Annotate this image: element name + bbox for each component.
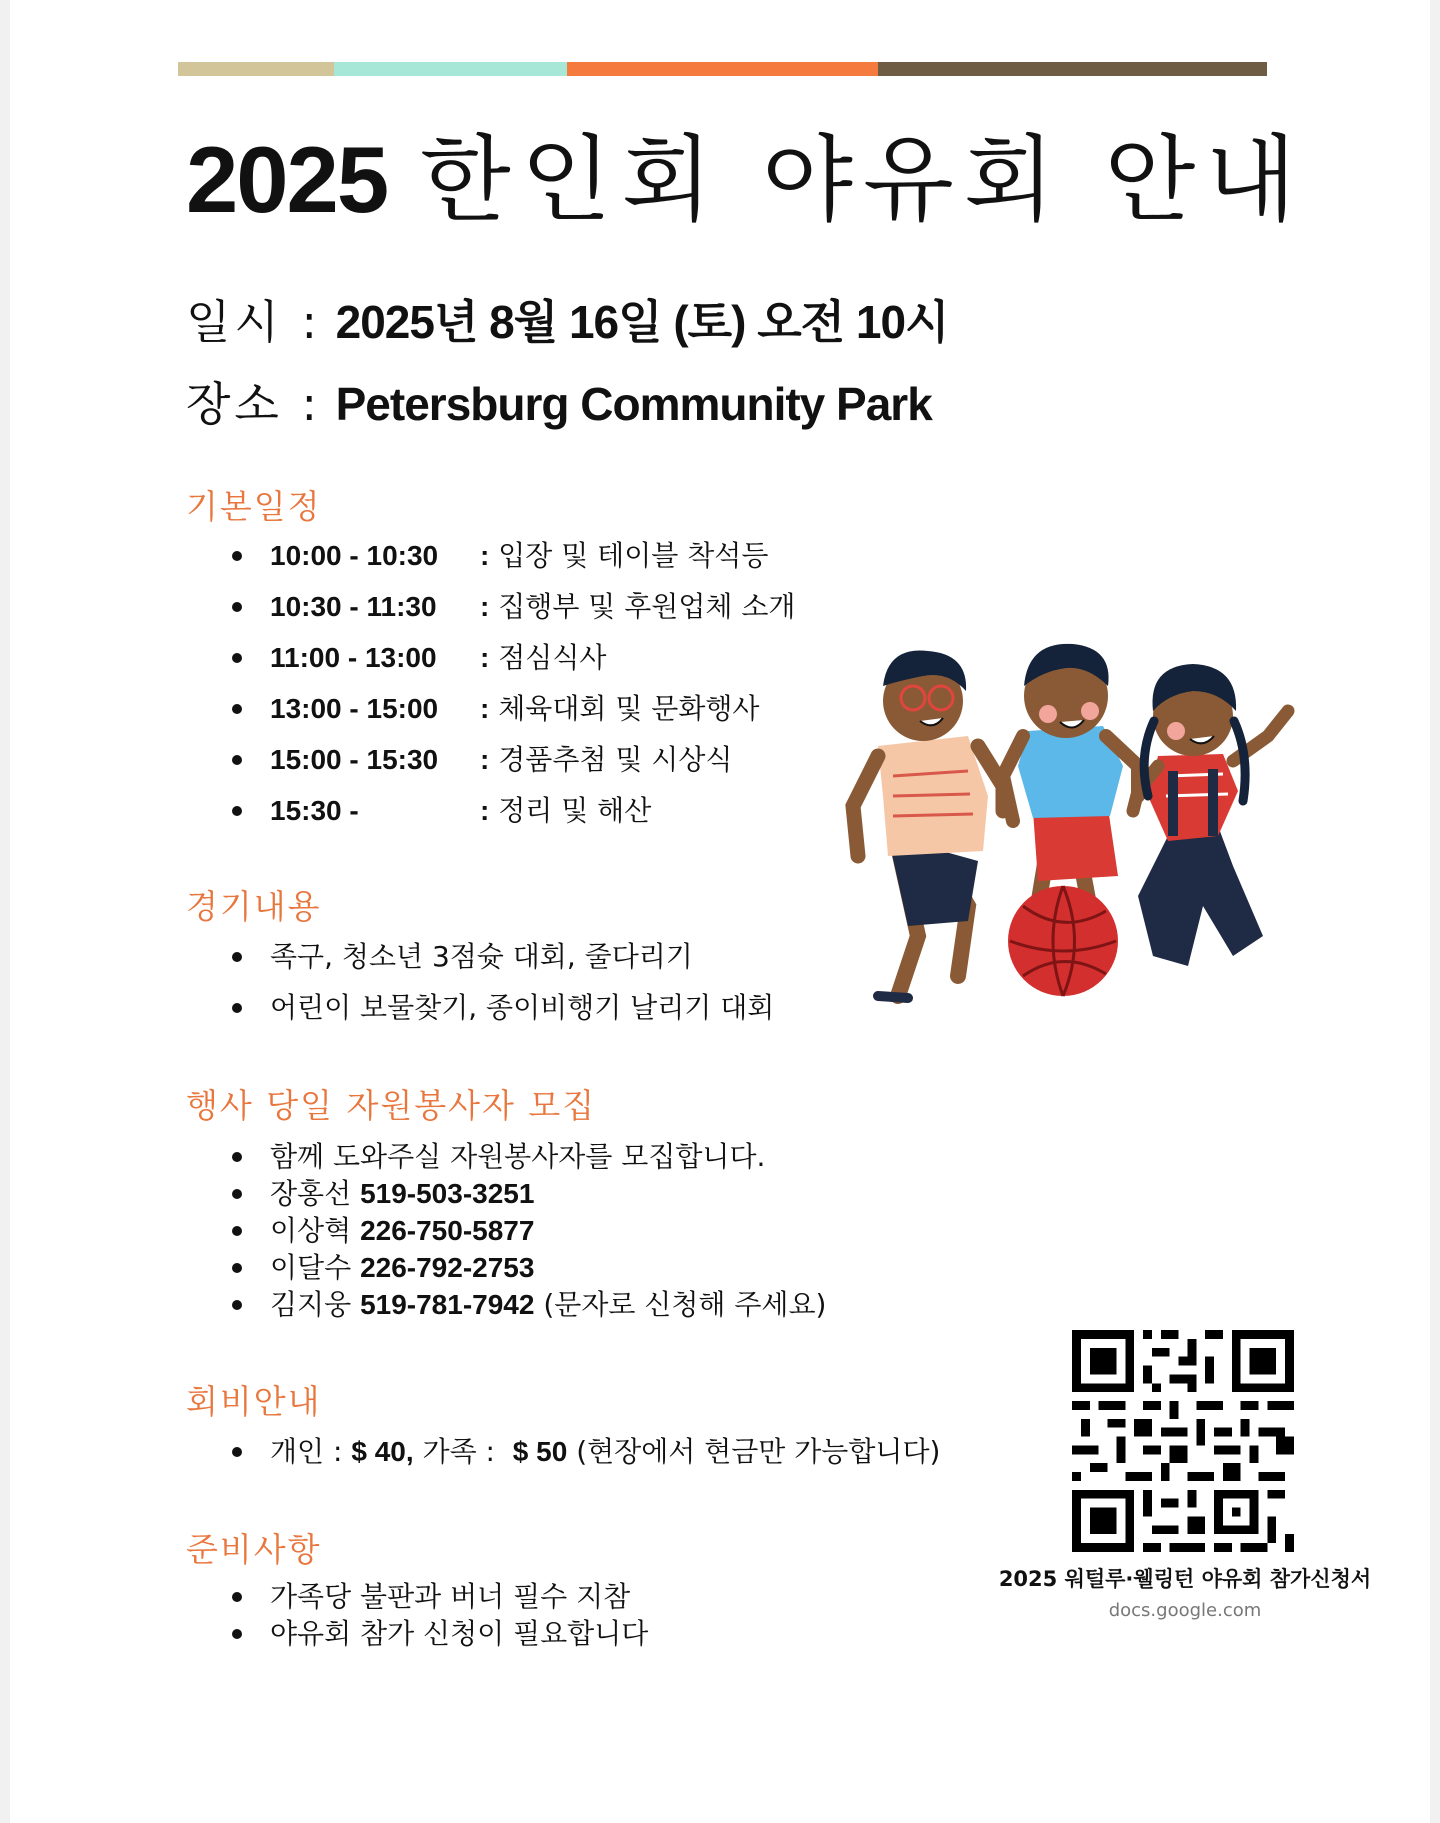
- volunteer-contact: [230, 1212, 826, 1249]
- schedule-item: [230, 785, 795, 836]
- stripe-segment: [178, 62, 334, 76]
- qr-caption: 2025 워털루·웰링턴 야유회 참가신청서: [998, 1567, 1372, 1591]
- date-label: 일시 :: [186, 295, 321, 349]
- kid-right-figure: [1133, 664, 1288, 966]
- schedule-sep: :: [480, 795, 490, 826]
- event-place: [186, 368, 932, 434]
- volunteer-intro: 함께 도와주실 자원봉사자를 모집합니다.: [230, 1138, 826, 1175]
- kid-left-figure: [853, 650, 1003, 998]
- schedule-time: 11:00 - 13:00: [270, 642, 437, 673]
- flyer-page: [10, 0, 1430, 1823]
- event-date: [186, 286, 948, 352]
- volunteer-contact: [230, 1286, 826, 1323]
- schedule-time: 15:00 - 15:30: [270, 744, 439, 775]
- contact-name: 이달수: [270, 1251, 352, 1284]
- schedule-heading: 기본일정: [186, 487, 322, 526]
- schedule-item: [230, 581, 795, 632]
- kids-playing-illustration: [838, 636, 1352, 1010]
- prep-item: 가족당 불판과 버너 필수 지참: [230, 1578, 648, 1615]
- schedule-text: 입장 및 테이블 착석등: [498, 539, 769, 572]
- schedule-sep: :: [480, 744, 490, 775]
- volunteer-heading: 행사 당일 자원봉사자 모집: [186, 1086, 597, 1125]
- schedule-text: 점심식사: [498, 641, 607, 674]
- schedule-item: [230, 734, 795, 785]
- schedule-text: 경품추첨 및 시상식: [498, 743, 733, 776]
- schedule-time: 10:30 - 11:30: [270, 591, 437, 622]
- schedule-item: [230, 632, 795, 683]
- schedule-time: 10:00 - 10:30: [270, 540, 439, 571]
- volunteer-contact: [230, 1175, 826, 1212]
- volunteer-contact: [230, 1249, 826, 1286]
- fee-family-label: 가족 :: [422, 1435, 495, 1468]
- date-value: 2025년 8월 16일 (토) 오전 10시: [335, 296, 949, 348]
- stripe-segment: [334, 62, 567, 76]
- qr-code[interactable]: [1072, 1330, 1294, 1552]
- contact-phone: 519-503-3251: [360, 1178, 535, 1209]
- contact-name: 김지웅: [270, 1288, 352, 1321]
- stripe-segment: [878, 62, 1267, 76]
- title-name: 한인회 야유회 안내: [419, 126, 1307, 235]
- schedule-time: 15:30 -: [270, 795, 359, 826]
- prep-heading: 준비사항: [186, 1530, 322, 1569]
- contact-phone: 226-750-5877: [360, 1215, 535, 1246]
- fee-individual-value: $ 40,: [351, 1436, 414, 1467]
- contact-phone: 519-781-7942: [360, 1289, 535, 1320]
- red-ball: [1008, 886, 1118, 996]
- schedule-item: [230, 530, 795, 581]
- stripe-segment: [567, 62, 878, 76]
- games-item: 어린이 보물찾기, 종이비행기 날리기 대회: [230, 982, 774, 1033]
- contact-phone: 226-792-2753: [360, 1252, 535, 1283]
- qr-url[interactable]: docs.google.com: [1108, 1600, 1262, 1621]
- schedule-sep: :: [480, 540, 490, 571]
- games-list: [230, 931, 774, 1033]
- fee-individual-label: 개인 :: [270, 1435, 343, 1468]
- fee-item: [230, 1426, 940, 1477]
- schedule-sep: :: [480, 693, 490, 724]
- volunteer-list: [230, 1138, 826, 1323]
- games-heading: 경기내용: [186, 887, 322, 926]
- contact-name: 이상혁: [270, 1214, 352, 1247]
- fee-family-value: $ 50: [512, 1436, 568, 1467]
- schedule-list: [230, 530, 795, 836]
- fee-note: (현장에서 현금만 가능합니다): [576, 1435, 941, 1468]
- contact-note: (문자로 신청해 주세요): [543, 1288, 827, 1321]
- games-item: 족구, 청소년 3점슛 대회, 줄다리기: [230, 931, 774, 982]
- contact-name: 장홍선: [270, 1177, 352, 1210]
- place-label: 장소 :: [186, 377, 321, 431]
- schedule-item: [230, 683, 795, 734]
- schedule-sep: :: [480, 591, 490, 622]
- schedule-text: 체육대회 및 문화행사: [498, 692, 760, 725]
- place-value: Petersburg Community Park: [335, 378, 932, 430]
- color-stripe: [178, 62, 1267, 76]
- title-year: 2025: [186, 127, 388, 232]
- schedule-time: 13:00 - 15:00: [270, 693, 439, 724]
- schedule-text: 정리 및 해산: [498, 794, 652, 827]
- fee-list: [230, 1426, 940, 1477]
- flyer-title: [186, 126, 1307, 235]
- schedule-sep: :: [480, 642, 490, 673]
- schedule-text: 집행부 및 후원업체 소개: [498, 590, 796, 623]
- prep-list: [230, 1578, 648, 1652]
- fee-heading: 회비안내: [186, 1382, 322, 1421]
- prep-item: 야유회 참가 신청이 필요합니다: [230, 1615, 648, 1652]
